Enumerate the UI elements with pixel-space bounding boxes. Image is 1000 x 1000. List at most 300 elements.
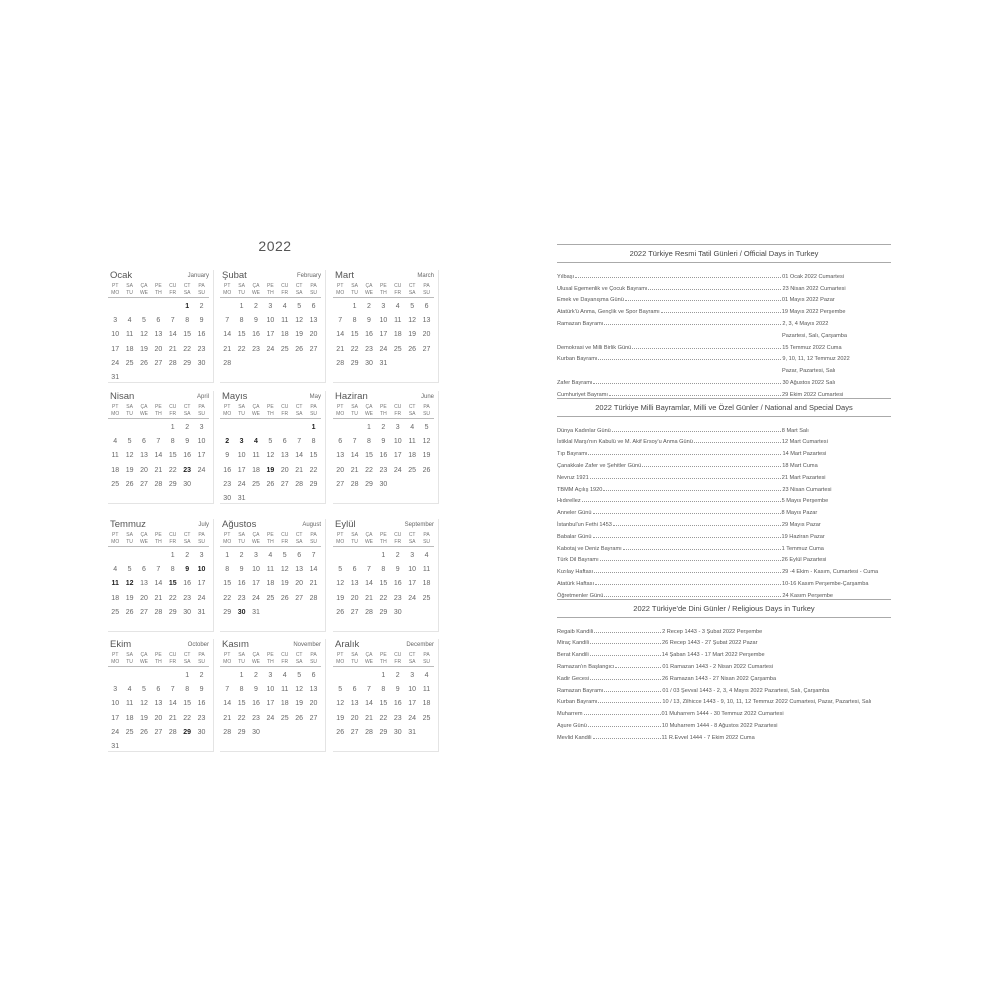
holiday-row: [557, 575, 891, 587]
day-cell: 30: [197, 359, 206, 367]
dotted-leader: [642, 465, 781, 467]
day-cell: 6: [297, 552, 302, 559]
month-name-en: October: [187, 642, 209, 648]
day-cell: 23: [197, 345, 206, 353]
day-cell: 21: [168, 345, 177, 353]
dotted-leader: [604, 595, 781, 597]
day-cell: 15: [183, 331, 192, 339]
day-cell: 12: [280, 566, 289, 574]
holiday-date: 01 Mayıs 2022 Pazar: [781, 297, 835, 304]
holiday-row: [557, 481, 891, 493]
day-cell: 2: [381, 424, 386, 431]
weekday-label: MO: [223, 659, 232, 665]
day-cell: 8: [381, 686, 386, 694]
day-cell: 4: [113, 438, 118, 446]
weekday-row-tr: [220, 532, 325, 538]
section-rows: [557, 422, 891, 599]
empty-cell: [122, 300, 136, 314]
day-cell: 12: [336, 580, 345, 588]
weekday-label: CT: [183, 404, 191, 410]
dotted-leader: [575, 276, 781, 278]
weekday-label: MO: [336, 411, 345, 417]
month-june: [333, 391, 439, 504]
day-cell: 9: [199, 686, 204, 694]
month-name-tr: Aralık: [335, 639, 360, 650]
day-cell: 15: [237, 700, 246, 708]
weekday-label: CU: [394, 532, 402, 538]
weekday-label: PT: [224, 652, 231, 658]
day-cell: 25: [280, 345, 289, 353]
day-cell: 24: [266, 345, 275, 353]
day-cell: 17: [408, 700, 417, 708]
holiday-date: 30 Ağustos 2022 Salı: [782, 379, 836, 386]
weekday-label: SA: [351, 404, 358, 410]
weekday-row-tr: [108, 532, 213, 538]
weekday-label: MO: [111, 659, 120, 665]
weekday-label: ÇA: [365, 652, 373, 658]
day-cell: 16: [183, 452, 192, 460]
dotted-leader: [612, 430, 781, 432]
day-cell: 18: [408, 452, 417, 460]
holiday-name: TBMM Açılış 1920: [557, 486, 603, 493]
day-cell: 23: [197, 714, 206, 722]
holiday-row: [557, 540, 891, 552]
weekday-label: PA: [198, 283, 205, 289]
weekday-label: SA: [351, 652, 358, 658]
weekday-label: FR: [281, 659, 289, 665]
weekday-label: TU: [351, 411, 358, 417]
day-cell: 21: [365, 594, 373, 602]
weekday-row-en: [220, 411, 325, 417]
weekday-label: TU: [238, 290, 245, 296]
day-cell: 28: [223, 728, 232, 736]
day-cell: 6: [282, 438, 287, 446]
day-cell: 4: [113, 566, 118, 574]
weekday-label: PA: [198, 652, 205, 658]
month-divider: [220, 666, 321, 667]
day-cell: 11: [266, 566, 274, 574]
day-cell: 22: [168, 466, 177, 474]
empty-cell: [122, 549, 136, 563]
weekday-label: CT: [183, 283, 191, 289]
empty-cell: [137, 421, 151, 435]
weekday-label: PT: [337, 652, 344, 658]
month-december: [333, 639, 439, 752]
holiday-name: Türk Dil Bayramı: [557, 557, 599, 564]
day-cell: 31: [379, 359, 388, 367]
weekday-label: SA: [126, 283, 133, 289]
dotted-leader: [604, 323, 781, 325]
day-cell: 26: [125, 608, 134, 616]
day-cell: 15: [309, 452, 318, 460]
day-cell: 18: [280, 700, 289, 708]
day-cell: 10: [379, 317, 388, 325]
day-cell: 25: [125, 728, 134, 736]
holiday-date: 19 Haziran Pazar: [781, 533, 825, 540]
empty-cell: [333, 421, 347, 435]
day-cell: 24: [408, 594, 417, 602]
day-grid: [333, 300, 438, 371]
month-header: [333, 270, 438, 282]
dotted-leader: [609, 394, 781, 396]
day-cell: 19: [266, 466, 275, 474]
weekday-label: CT: [295, 404, 303, 410]
holiday-name: Kabotaj ve Deniz Bayramı: [557, 545, 622, 552]
day-cell: 25: [111, 480, 120, 488]
holiday-date: 23 Nisan Cumartesi: [782, 486, 832, 493]
weekday-label: MO: [223, 290, 232, 296]
day-cell: 12: [125, 580, 134, 588]
day-cell: 31: [252, 608, 260, 616]
day-cell: 5: [142, 686, 146, 694]
day-cell: 19: [140, 714, 148, 722]
month-divider: [333, 546, 434, 547]
day-cell: 29: [237, 728, 246, 736]
empty-cell: [362, 669, 376, 683]
day-cell: 5: [424, 424, 429, 431]
weekday-row-en: [108, 659, 213, 665]
day-cell: 2: [395, 672, 400, 679]
day-cell: 26: [408, 345, 417, 353]
day-cell: 1: [367, 424, 371, 431]
weekday-label: SA: [183, 411, 191, 417]
day-cell: 2: [395, 552, 400, 559]
holiday-date: 01 Ramazan 1443 - 2 Nisan 2022 Cumartesi: [662, 663, 774, 670]
weekday-label: SA: [295, 411, 303, 417]
weekday-label: WE: [139, 659, 148, 665]
weekday-label: PE: [267, 283, 274, 289]
weekday-row-tr: [220, 652, 325, 658]
section-rows: [557, 623, 891, 741]
month-divider: [333, 297, 434, 298]
month-header: [220, 270, 325, 282]
holiday-date: 10 Muharrem 1444 - 8 Ağustos 2022 Pazartesi: [661, 722, 778, 729]
day-cell: 19: [125, 594, 134, 602]
weekday-label: PE: [267, 652, 274, 658]
day-cell: 17: [408, 580, 417, 588]
holiday-name: Ulusal Egemenlik ve Çocuk Bayramı: [557, 285, 648, 292]
empty-cell: [333, 669, 347, 683]
weekday-label: PT: [337, 532, 344, 538]
day-cell: 13: [154, 700, 163, 708]
holiday-date: 26 Recep 1443 - 27 Şubat 2022 Pazar: [662, 640, 758, 647]
day-cell: 6: [311, 672, 316, 679]
dotted-leader: [615, 666, 661, 668]
day-cell: 13: [154, 331, 163, 339]
day-cell: 12: [408, 317, 417, 325]
weekday-label: CU: [281, 652, 289, 658]
empty-cell: [122, 669, 136, 683]
holiday-name: Kurban Bayramı: [557, 699, 598, 706]
day-cell: 23: [183, 466, 192, 474]
day-grid: [333, 421, 438, 492]
day-cell: 15: [379, 700, 388, 708]
month-name-en: January: [187, 273, 209, 279]
weekday-row-en: [108, 539, 213, 545]
day-cell: 24: [252, 594, 260, 602]
weekday-label: CU: [281, 532, 289, 538]
month-name-en: February: [296, 273, 321, 279]
holiday-date: Pazartesi, Salı, Çarşamba: [782, 332, 847, 339]
day-cell: 17: [393, 452, 402, 460]
weekday-label: SA: [126, 532, 133, 538]
day-cell: 28: [309, 594, 318, 602]
holiday-row: [557, 516, 891, 528]
empty-cell: [278, 421, 292, 435]
day-cell: 30: [183, 480, 192, 488]
weekday-label: TU: [238, 411, 245, 417]
day-cell: 6: [142, 438, 146, 446]
day-cell: 22: [183, 714, 192, 722]
day-cell: 11: [422, 566, 431, 574]
day-cell: 1: [225, 552, 230, 559]
day-cell: 9: [381, 438, 386, 446]
weekday-label: TH: [267, 290, 274, 296]
weekday-label: FR: [281, 539, 289, 545]
holiday-name: Ramazan Bayramı: [557, 320, 604, 327]
weekday-label: CT: [183, 652, 191, 658]
day-cell: 21: [350, 466, 359, 474]
day-cell: 1: [185, 303, 190, 310]
day-cell: 14: [168, 331, 177, 339]
day-cell: 8: [185, 686, 190, 694]
holiday-row: [557, 682, 891, 694]
holiday-row: [557, 729, 891, 741]
day-cell: 21: [168, 714, 177, 722]
day-cell: 7: [297, 438, 302, 446]
month-may: [220, 391, 326, 504]
dotted-leader: [600, 559, 781, 561]
weekday-label: WE: [251, 659, 260, 665]
day-cell: 4: [424, 672, 429, 679]
day-cell: 25: [422, 594, 431, 602]
holiday-name: Emek ve Dayanışma Günü: [557, 297, 624, 304]
weekday-label: SA: [351, 283, 358, 289]
day-grid: [333, 669, 438, 740]
day-cell: 17: [197, 580, 206, 588]
dotted-leader: [661, 311, 781, 313]
weekday-label: TU: [351, 290, 358, 296]
dotted-leader: [604, 690, 661, 692]
day-grid: [108, 549, 213, 620]
day-cell: 14: [309, 566, 318, 574]
dotted-leader: [598, 701, 661, 703]
weekday-label: TH: [155, 539, 162, 545]
weekday-label: CT: [295, 652, 303, 658]
month-name-tr: Mayıs: [222, 391, 248, 402]
weekday-label: SU: [310, 539, 318, 545]
day-cell: 24: [111, 359, 120, 367]
holiday-date: 1 Temmuz Cuma: [781, 545, 824, 552]
day-cell: 25: [252, 480, 260, 488]
day-cell: 28: [223, 359, 232, 367]
holiday-name: Kadir Gecesi: [557, 675, 590, 682]
day-cell: 24: [237, 480, 246, 488]
day-cell: 17: [266, 331, 275, 339]
holiday-name: İstanbul'un Fethi 1453: [557, 521, 612, 528]
weekday-label: PA: [310, 532, 317, 538]
weekday-row-en: [333, 290, 438, 296]
day-cell: 19: [422, 452, 431, 460]
day-cell: 11: [252, 452, 260, 460]
holiday-row: [557, 339, 891, 351]
holiday-date: 29 Ekim 2022 Cumartesi: [781, 391, 844, 398]
weekday-label: PA: [198, 532, 205, 538]
weekday-label: SA: [126, 404, 133, 410]
holiday-date: 01 Ocak 2022 Cumartesi: [782, 273, 844, 280]
day-cell: 12: [125, 452, 134, 460]
day-cell: 20: [309, 700, 318, 708]
month-divider: [333, 418, 434, 419]
month-divider: [220, 418, 321, 419]
day-cell: 27: [350, 608, 359, 616]
weekday-label: CU: [394, 283, 402, 289]
empty-cell: [234, 421, 248, 435]
weekday-label: ÇA: [252, 404, 260, 410]
holiday-date: 14 Şaban 1443 - 17 Mart 2022 Perşembe: [661, 652, 765, 659]
day-cell: 29: [365, 480, 373, 488]
weekday-label: PT: [112, 283, 119, 289]
day-cell: 8: [367, 438, 371, 446]
day-cell: 13: [309, 686, 318, 694]
day-cell: 19: [295, 700, 304, 708]
dotted-leader: [588, 725, 661, 727]
weekday-label: WE: [364, 411, 373, 417]
day-cell: 10: [197, 438, 206, 446]
day-cell: 24: [197, 466, 206, 474]
day-cell: 12: [140, 331, 148, 339]
day-cell: 31: [197, 608, 206, 616]
day-cell: 14: [350, 452, 359, 460]
day-cell: 3: [199, 552, 204, 559]
day-cell: 3: [410, 552, 415, 559]
weekday-label: SA: [238, 404, 245, 410]
weekday-label: FR: [281, 290, 289, 296]
day-cell: 23: [393, 594, 402, 602]
holiday-row: [557, 469, 891, 481]
weekday-label: PA: [198, 404, 205, 410]
holiday-date: 10-16 Kasım Perşembe-Çarşamba: [782, 580, 869, 587]
day-cell: 6: [424, 303, 429, 310]
weekday-label: PE: [155, 283, 162, 289]
weekday-label: FR: [281, 411, 289, 417]
weekday-label: TU: [351, 539, 358, 545]
weekday-label: CT: [408, 404, 416, 410]
weekday-label: SA: [408, 659, 416, 665]
day-cell: 13: [350, 700, 359, 708]
holiday-date: 29 -4 Ekim - Kasım, Cumartesi - Cuma: [782, 569, 879, 576]
day-cell: 30: [183, 608, 192, 616]
holiday-name: Tıp Bayramı: [557, 451, 588, 458]
day-cell: 2: [199, 672, 204, 679]
holiday-row: [557, 386, 891, 398]
month-september: [333, 519, 439, 632]
weekday-row-tr: [108, 652, 213, 658]
holiday-date: 01 / 03 Şevval 1443 - 2, 3, 4 Mayıs 2022 Pazartesi, Salı, Çarşamba: [662, 687, 830, 694]
day-cell: 7: [367, 566, 371, 574]
dotted-leader: [632, 347, 781, 349]
weekday-label: MO: [336, 659, 345, 665]
holiday-date: 12 Mart Cumartesi: [781, 439, 828, 446]
day-cell: 10: [408, 566, 417, 574]
day-cell: 25: [393, 345, 402, 353]
weekday-label: SA: [295, 539, 303, 545]
holiday-name: Cumhuriyet Bayramı: [557, 391, 608, 398]
dotted-leader: [590, 642, 661, 644]
day-cell: 16: [252, 331, 260, 339]
weekday-label: CU: [169, 652, 177, 658]
weekday-row-tr: [108, 404, 213, 410]
weekday-label: ÇA: [252, 652, 260, 658]
day-cell: 28: [365, 728, 373, 736]
day-cell: 3: [268, 672, 273, 679]
day-cell: 17: [197, 452, 206, 460]
day-cell: 14: [336, 331, 345, 339]
day-cell: 19: [125, 466, 134, 474]
month-divider: [108, 297, 209, 298]
day-cell: 18: [280, 331, 289, 339]
dotted-leader: [595, 583, 781, 585]
empty-cell: [333, 549, 347, 563]
day-cell: 1: [311, 424, 316, 431]
day-cell: 22: [379, 594, 388, 602]
day-cell: 9: [254, 686, 258, 694]
holiday-date: 26 Eylül Pazartesi: [781, 557, 827, 564]
day-cell: 3: [268, 303, 273, 310]
day-cell: 17: [252, 580, 260, 588]
dotted-leader: [593, 536, 781, 538]
weekday-label: ÇA: [365, 404, 373, 410]
day-cell: 4: [127, 686, 132, 694]
day-cell: 19: [336, 594, 345, 602]
day-cell: 19: [408, 331, 417, 339]
month-name-tr: Şubat: [222, 270, 247, 281]
day-cell: 10: [393, 438, 402, 446]
day-cell: 20: [154, 714, 163, 722]
day-cell: 29: [309, 480, 318, 488]
weekday-label: WE: [139, 411, 148, 417]
holiday-row: [557, 374, 891, 386]
day-cell: 11: [281, 686, 289, 694]
month-header: [108, 519, 213, 531]
day-cell: 28: [168, 728, 177, 736]
weekday-label: TH: [267, 539, 274, 545]
weekday-row-tr: [108, 283, 213, 289]
weekday-label: PT: [224, 283, 231, 289]
day-cell: 24: [197, 594, 206, 602]
day-cell: 22: [237, 345, 246, 353]
holiday-name: Kurban Bayramı: [557, 356, 598, 363]
holiday-row: [557, 658, 891, 670]
day-cell: 11: [125, 331, 134, 339]
day-cell: 7: [367, 686, 371, 694]
weekday-label: TU: [126, 539, 133, 545]
weekday-label: FR: [394, 659, 402, 665]
day-cell: 6: [156, 686, 161, 694]
month-name-en: July: [198, 522, 209, 528]
holiday-name: Demokrasi ve Milli Birlik Günü: [557, 344, 632, 351]
day-cell: 12: [422, 438, 431, 446]
weekday-label: PE: [380, 532, 387, 538]
day-cell: 5: [282, 552, 287, 559]
section-rows: [557, 268, 891, 398]
day-cell: 22: [350, 345, 359, 353]
weekday-row-tr: [333, 283, 438, 289]
weekday-label: CT: [183, 532, 191, 538]
month-header: [333, 391, 438, 403]
weekday-label: TH: [155, 659, 162, 665]
day-cell: 30: [365, 359, 373, 367]
